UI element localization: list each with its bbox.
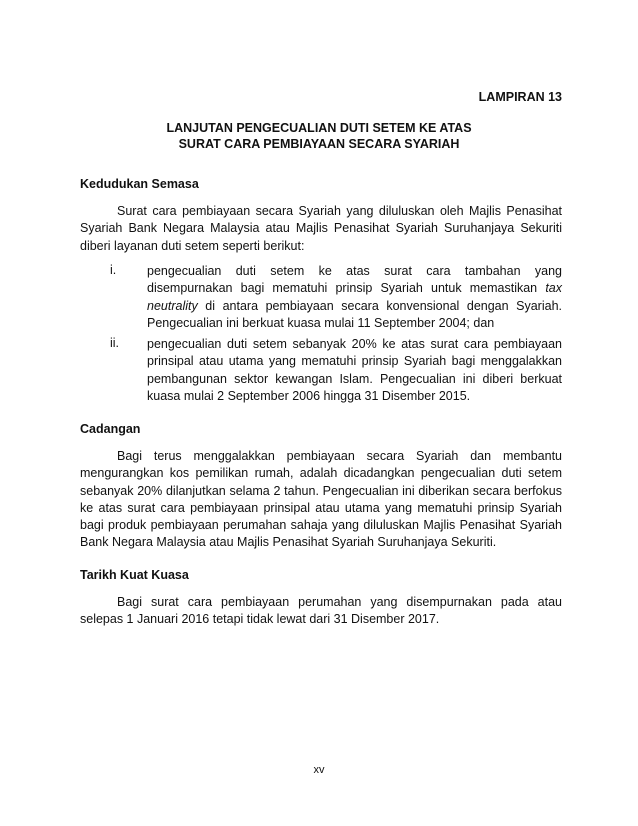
list-number: ii. [110,336,120,350]
list-number: i. [110,263,117,277]
section-heading-kedudukan-semasa: Kedudukan Semasa [80,177,199,191]
annex-label: LAMPIRAN 13 [478,90,562,104]
section2-paragraph: Bagi terus menggalakkan pembiayaan secara Syariah dan membantu mengurangkan kos pemilikan rumah, adalah dicadangkan pengecualian duti setem sebanyak 20% dilanjutkan selama 2 tahun. Pengecualian ini diberikan secara berfokus ke atas surat cara pembiayaan prinsipal atau utama yang mematuhi prinsip Syariah bagi produk pembiayaan perumahan sahaja yang diluluskan Majlis Penasihat Syariah Bank Negara Malaysia atau Majlis Penasihat Syariah Suruhanjaya Sekuriti. [80,449,562,550]
section-heading-cadangan: Cadangan [80,422,141,436]
list-item-text: pengecualian duti setem ke atas surat cara tambahan yang disempurnakan bagi mematuhi prinsip Syariah untuk memastikan tax neutrality di antara pembiayaan secara konvensional dengan Syariah. Pengecualian ini berkuat kuasa mulai 11 September 2004; dan [147,264,562,330]
section1-paragraph: Surat cara pembiayaan secara Syariah yang diluluskan oleh Majlis Penasihat Syariah Bank Negara Malaysia atau Majlis Penasihat Syariah Suruhanjaya Sekuriti diberi layanan duti setem seperti berikut: [80,204,562,253]
title-line-2: SURAT CARA PEMBIAYAAN SECARA SYARIAH [178,137,460,151]
title-line-1: LANJUTAN PENGECUALIAN DUTI SETEM KE ATAS [166,121,472,135]
section3-paragraph: Bagi surat cara pembiayaan perumahan yang disempurnakan pada atau selepas 1 Januari 2016 tetapi tidak lewat dari 31 Disember 2017. [80,595,562,627]
list-item-text: pengecualian duti setem sebanyak 20% ke atas surat cara pembiayaan prinsipal atau utama yang mematuhi prinsip Syariah bagi menggalakkan pembangunan sektor kewangan Islam. Pengecualian ini diberi berkuat kuasa mulai 2 September 2006 hingga 31 Disember 2015. [147,337,562,403]
section-heading-tarikh-kuat-kuasa: Tarikh Kuat Kuasa [80,568,189,582]
document-title [0,120,638,152]
tax-neutrality-term: tax neutrality [147,281,562,313]
page-number: xv [313,764,325,776]
